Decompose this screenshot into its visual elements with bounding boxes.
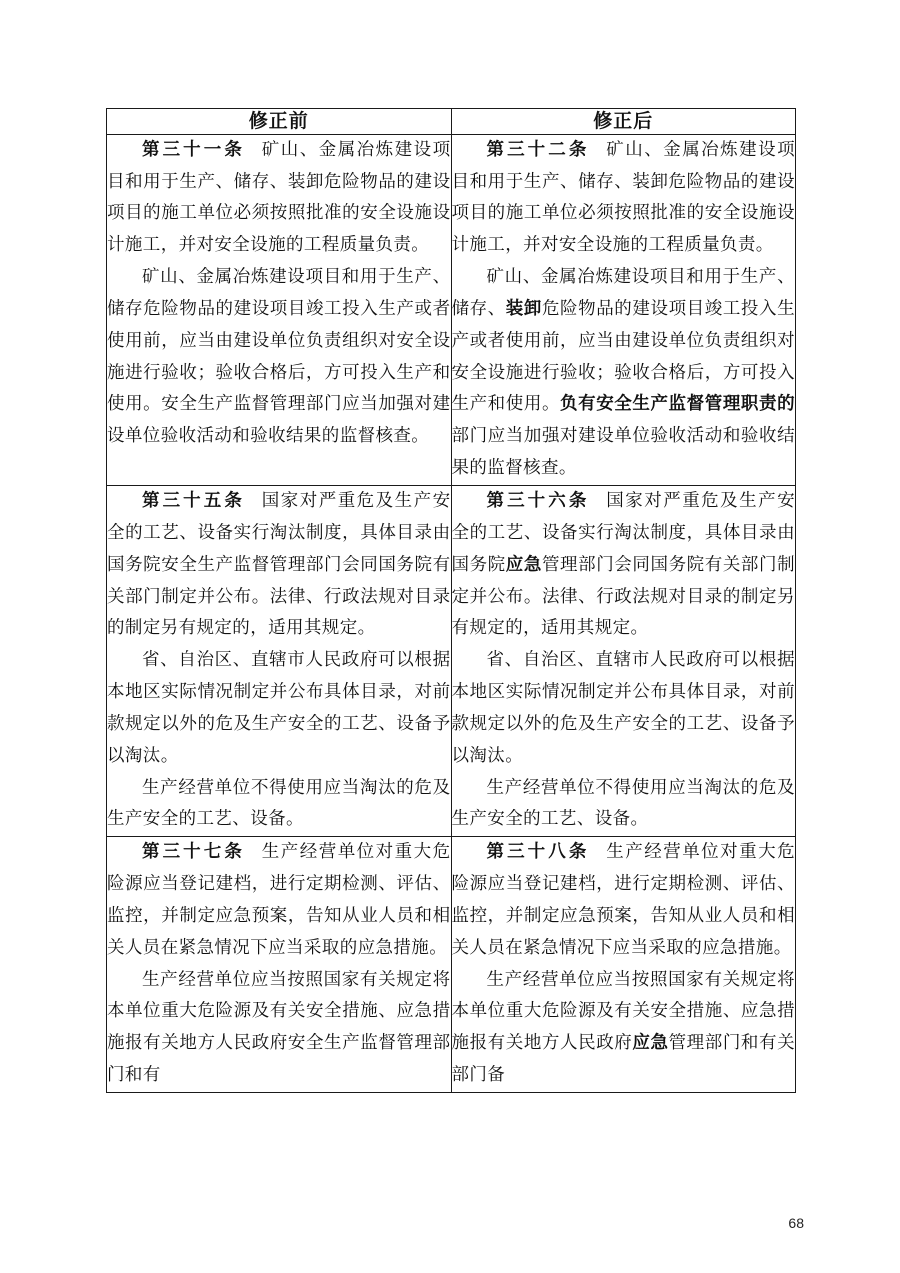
page-number: 68 — [788, 1215, 804, 1231]
paragraph — [452, 135, 796, 262]
column-header-after: 修正后 — [451, 109, 796, 135]
article-number: 第三十八条 — [486, 842, 590, 863]
article-number: 第三十五条 — [142, 490, 245, 511]
body-text: 生产经营单位不得使用应当淘汰的危及生产安全的工艺、设备。 — [451, 777, 795, 830]
body-text: 国家对严重危及生产安全的工艺、设备实行淘汰制度，具体目录由国务院 — [451, 490, 796, 575]
table-row — [107, 134, 796, 485]
body-text: 生产经营单位应当按照国家有关规定将本单位重大危险源及有关安全措施、应急措施报有关地方人民政府安全生产监督管理部门和有 — [107, 969, 451, 1086]
paragraph — [452, 965, 796, 1092]
body-text: 生产经营单位对重大危险源应当登记建档，进行定期检测、评估、监控，并制定应急预案，告知从业人员和相关人员在紧急情况下应当采取的应急措施。 — [107, 842, 451, 958]
body-text: 生产经营单位应当按照国家有关规定将本单位重大危险源及有关安全措施、应急措施报有关地方人民政府 — [451, 969, 795, 1054]
paragraph — [107, 965, 451, 1092]
body-text: 矿山、金属冶炼建设项目和用于生产、储存、装卸危险物品的建设项目的施工单位必须按照批准的安全设施设计施工，并对安全设施的工程质量负责。 — [451, 139, 796, 256]
body-text: 部门应当加强对建设单位验收活动和验收结果的监督核查。 — [451, 426, 795, 479]
paragraph — [107, 135, 451, 262]
comparison-table — [106, 108, 796, 1093]
table-cell-after — [451, 134, 796, 485]
body-text: 国家对严重危及生产安全的工艺、设备实行淘汰制度，具体目录由国务院安全生产监督管理部门会同国务院有关部门制定并公布。法律、行政法规对目录的制定另有规定的，适用其规定。 — [107, 490, 451, 639]
article-number: 第三十七条 — [142, 842, 245, 863]
body-text: 危险物品的建设项目竣工投入生产或者使用前，应当由建设单位负责组织对安全设施进行验收；验收合格后，方可投入生产和使用。 — [451, 298, 795, 415]
column-header-before: 修正前 — [107, 109, 452, 135]
body-text: 管理部门会同国务院有关部门制定并公布。法律、行政法规对目录的制定另有规定的，适用其规定。 — [451, 554, 795, 639]
body-text: 矿山、金属冶炼建设项目和用于生产、储存、装卸危险物品的建设项目的施工单位必须按照批准的安全设施设计施工，并对安全设施的工程质量负责。 — [107, 139, 451, 256]
article-number: 第三十一条 — [142, 139, 245, 160]
emphasized-text: 应急 — [505, 554, 542, 575]
emphasized-text: 装卸 — [505, 298, 542, 319]
table-cell-before — [107, 485, 452, 836]
paragraph — [452, 262, 796, 485]
table-cell-after — [451, 837, 796, 1093]
table-row — [107, 837, 796, 1093]
paragraph — [107, 486, 451, 645]
paragraph — [107, 645, 451, 772]
paragraph — [452, 645, 796, 772]
paragraph — [452, 486, 796, 645]
table-header-row — [107, 109, 796, 135]
table-cell-before — [107, 134, 452, 485]
table-row — [107, 485, 796, 836]
body-text: 矿山、金属冶炼建设项目和用于生产、储存、 — [451, 267, 795, 319]
body-text: 矿山、金属冶炼建设项目和用于生产、储存危险物品的建设项目竣工投入生产或者使用前，应当由建设单位负责组织对安全设施进行验收；验收合格后，方可投入生产和使用。安全生产监督管理部门应当加强对建设单位验收活动和验收结果的监督核查。 — [107, 267, 451, 447]
emphasized-text: 应急 — [632, 1033, 669, 1054]
body-text: 生产经营单位不得使用应当淘汰的危及生产安全的工艺、设备。 — [107, 777, 451, 830]
article-number: 第三十六条 — [486, 490, 590, 511]
table-body — [107, 134, 796, 1092]
paragraph — [107, 837, 451, 964]
table-cell-after — [451, 485, 796, 836]
paragraph — [452, 773, 796, 837]
paragraph — [107, 773, 451, 837]
body-text: 省、自治区、直辖市人民政府可以根据本地区实际情况制定并公布具体目录，对前款规定以外的危及生产安全的工艺、设备予以淘汰。 — [451, 650, 795, 766]
body-text: 管理部门和有关部门备 — [451, 1033, 795, 1086]
body-text: 生产经营单位对重大危险源应当登记建档，进行定期检测、评估、监控，并制定应急预案，告知从业人员和相关人员在紧急情况下应当采取的应急措施。 — [451, 842, 796, 958]
paragraph — [452, 837, 796, 964]
emphasized-text: 负有安全生产监督管理职责的 — [560, 394, 795, 415]
paragraph — [107, 262, 451, 453]
body-text: 省、自治区、直辖市人民政府可以根据本地区实际情况制定并公布具体目录，对前款规定以外的危及生产安全的工艺、设备予以淘汰。 — [107, 650, 451, 766]
table-cell-before — [107, 837, 452, 1093]
article-number: 第三十二条 — [486, 139, 590, 160]
